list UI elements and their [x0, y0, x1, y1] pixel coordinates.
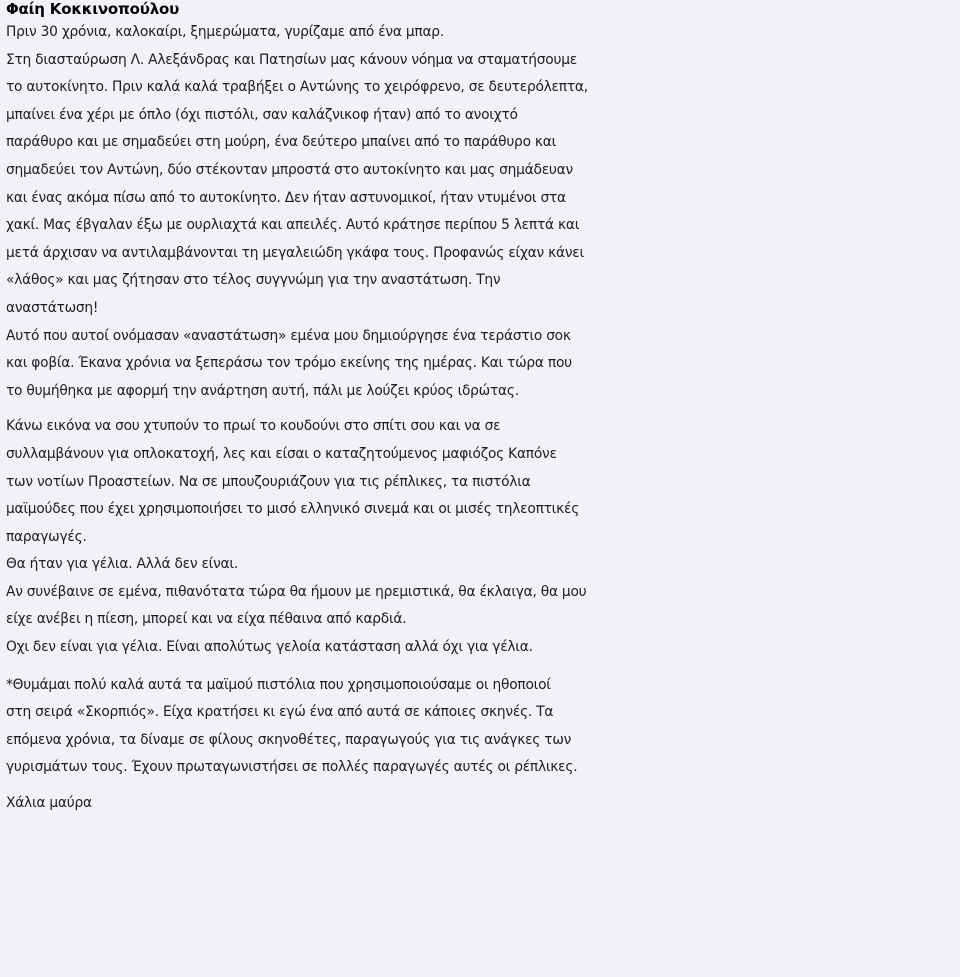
comment-line: στη σειρά «Σκορπιός». Είχα κρατήσει κι εγώ ένα από αυτά σε κάποιες σκηνές. Τα: [6, 704, 554, 721]
comment-line: Θα ήταν για γέλια. Αλλά δεν είναι.: [6, 556, 238, 573]
comment-paragraph: [6, 672, 960, 782]
comment-line: Αυτό που αυτοί ονόμασαν «αναστάτωση» εμένα μου δημιούργησε ένα τεράστιο σοκ: [6, 327, 571, 344]
comment-line: παραγωγές.: [6, 528, 87, 545]
author-name[interactable]: Φαίη Κοκκινοπούλου: [6, 0, 180, 18]
comment-line: αναστάτωση!: [6, 299, 99, 316]
comment-line: και ένας ακόμα πίσω από το αυτοκίνητο. Δεν ήταν αστυνομικοί, ήταν ντυμένοι στα: [6, 189, 566, 206]
comment-line: παράθυρο και με σημαδεύει στη μούρη, ένα δεύτερο μπαίνει από το παράθυρο και: [6, 134, 557, 151]
comment-paragraph: [6, 790, 960, 818]
comment-line: συλλαμβάνουν για οπλοκατοχή, λες και είσαι ο καταζητούμενος μαφιόζος Καπόνε: [6, 445, 557, 462]
comment-line: μπαίνει ένα χέρι με όπλο (όχι πιστόλι, σαν καλάζνικοφ ήταν) από το ανοιχτό: [6, 106, 518, 123]
comment-line: χακί. Μας έβγαλαν έξω με ουρλιαχτά και απειλές. Αυτό κράτησε περίπου 5 λεπτά και: [6, 217, 580, 234]
comment-line: Αν συνέβαινε σε εμένα, πιθανότατα τώρα θα ήμουν με ηρεμιστικά, θα έκλαιγα, θα μου: [6, 583, 587, 600]
comment-line: Στη διασταύρωση Λ. Αλεξάνδρας και Πατησίων μας κάνουν νόημα να σταματήσουμε: [6, 51, 577, 68]
comment-line: επόμενα χρόνια, τα δίναμε σε φίλους σκηνοθέτες, παραγωγούς για τις ανάγκες των: [6, 731, 572, 748]
comment-line: μαϊμούδες που έχει χρησιμοποιήσει το μισό ελληνικό σινεμά και οι μισές τηλεοπτικές: [6, 501, 580, 518]
comment-line: Πριν 30 χρόνια, καλοκαίρι, ξημερώματα, γυρίζαμε από ένα μπαρ.: [6, 24, 444, 40]
comment-line: Οχι δεν είναι για γέλια. Είναι απολύτως γελοία κατάσταση αλλά όχι για γέλια.: [6, 639, 533, 656]
comment-line: μετά άρχισαν να αντιλαμβάνονται τη μεγαλειώδη γκάφα τους. Προφανώς είχαν κάνει: [6, 244, 584, 261]
comment-line: «λάθος» και μας ζήτησαν στο τέλος συγγνώμη για την αναστάτωση. Την: [6, 272, 501, 289]
comment-line: *Θυμάμαι πολύ καλά αυτά τα μαϊμού πιστόλια που χρησιμοποιούσαμε οι ηθοποιοί: [6, 676, 551, 693]
comment-line: το αυτοκίνητο. Πριν καλά καλά τραβήξει ο Αντώνης το χειρόφρενο, σε δευτερόλεπτα,: [6, 79, 588, 96]
comment-paragraph: [6, 413, 960, 661]
comment-line: και φοβία. Έκανα χρόνια να ξεπεράσω τον τρόμο εκείνης της ημέρας. Και τώρα που: [6, 355, 572, 372]
comment-line: γυρισμάτων τους. Έχουν πρωταγωνιστήσει σε πολλές παραγωγές αυτές οι ρέπλικες.: [6, 759, 578, 776]
comment-line: το θυμήθηκα με αφορμή την ανάρτηση αυτή, πάλι με λούζει κρύος ιδρώτας.: [6, 382, 519, 399]
comment-line: Χάλια μαύρα: [6, 795, 92, 812]
comment-line: σημαδεύει τον Αντώνη, δύο στέκονταν μπροστά στο αυτοκίνητο και μας σημάδευαν: [6, 161, 573, 178]
comment-paragraph: [6, 19, 960, 405]
comment-line: των νοτίων Προαστείων. Να σε μπουζουριάζουν για τις ρέπλικες, τα πιστόλια: [6, 473, 531, 490]
comment-line: Κάνω εικόνα να σου χτυπούν το πρωί το κουδούνι στο σπίτι σου και να σε: [6, 418, 501, 435]
comment-line: είχε ανέβει η πίεση, μπορεί και να είχα πέθαινα από καρδιά.: [6, 611, 407, 628]
